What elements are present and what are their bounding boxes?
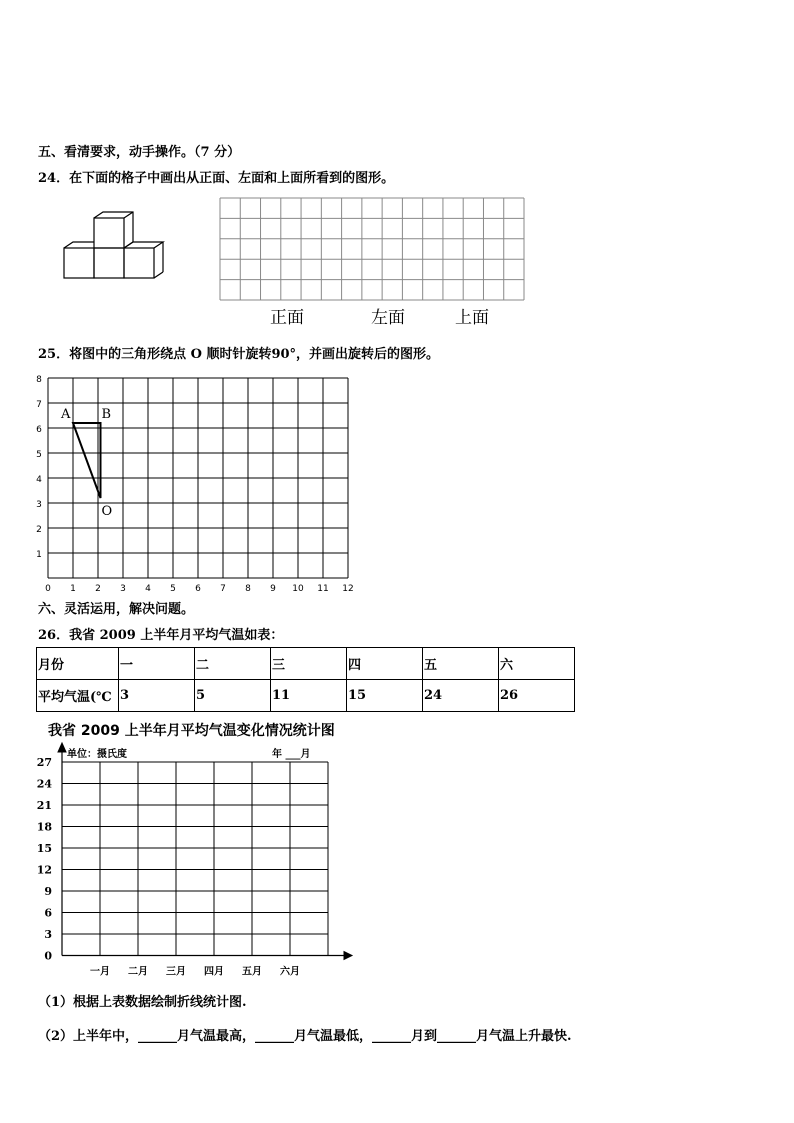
line-chart-grid — [30, 740, 360, 985]
chart-date: 年 ___月 — [272, 749, 311, 760]
table-cell: 3 — [119, 680, 195, 712]
table-cell: 三 — [271, 648, 347, 680]
view-grid — [219, 197, 525, 301]
x-tick-label: 4 — [145, 584, 151, 592]
table-row-temperature — [37, 680, 575, 712]
x-tick-label: 7 — [220, 584, 226, 592]
table-cell: 5 — [195, 680, 271, 712]
x-tick-label: 六月 — [280, 966, 300, 978]
temperature-table — [36, 647, 575, 712]
y-tick-label: 2 — [36, 525, 42, 535]
y-tick-label: 6 — [44, 906, 52, 920]
rotation-grid — [34, 372, 364, 592]
table-cell: 六 — [499, 648, 575, 680]
point-o-label: O — [101, 504, 113, 519]
sub-question-2: （2）上半年中，______月气温最高，______月气温最低，______月到______月气温上升最快. — [38, 1029, 572, 1044]
y-tick-label: 6 — [36, 425, 42, 435]
point-b-label: B — [101, 407, 112, 422]
x-axis-arrow — [344, 952, 352, 960]
cube-figure — [60, 210, 170, 285]
chart-unit: 单位：摄氏度 — [67, 749, 127, 760]
x-tick-label: 8 — [245, 584, 251, 592]
chart-title: 我省 2009 上半年月平均气温变化情况统计图 — [48, 723, 335, 739]
x-tick-label: 三月 — [166, 966, 186, 978]
y-tick-label: 0 — [44, 949, 52, 963]
question-25-text: 25．将图中的三角形绕点 O 顺时针旋转90°，并画出旋转后的图形。 — [38, 347, 440, 362]
section6-heading: 六、灵活运用，解决问题。 — [38, 602, 195, 617]
table-cell: 26 — [499, 680, 575, 712]
label-left: 左面 — [371, 308, 405, 328]
question-24-text: 24．在下面的格子中画出从正面、左面和上面所看到的图形。 — [38, 171, 395, 186]
y-tick-label: 3 — [44, 928, 52, 941]
sub-question-1: （1）根据上表数据绘制折线统计图. — [38, 995, 247, 1010]
x-tick-label: 四月 — [204, 966, 224, 978]
label-front: 正面 — [270, 308, 304, 328]
table-cell: 一 — [119, 648, 195, 680]
table-cell: 月份 — [37, 648, 119, 680]
y-tick-label: 4 — [36, 475, 42, 485]
y-tick-label: 27 — [36, 756, 52, 769]
section5-heading: 五、看清要求，动手操作。（7 分） — [38, 145, 241, 160]
x-tick-label: 1 — [70, 584, 76, 592]
table-cell: 五 — [423, 648, 499, 680]
y-tick-label: 7 — [36, 400, 42, 410]
x-tick-label: 2 — [95, 584, 101, 592]
x-tick-label: 五月 — [242, 966, 262, 978]
table-cell: 15 — [347, 680, 423, 712]
y-tick-label: 9 — [44, 885, 52, 898]
table-cell: 平均气温(℃ — [37, 680, 119, 712]
table-cell: 11 — [271, 680, 347, 712]
x-tick-label: 3 — [120, 584, 126, 592]
x-tick-label: 0 — [45, 584, 51, 592]
y-tick-label: 8 — [36, 375, 42, 385]
x-tick-label: 6 — [195, 584, 201, 592]
point-a-label: A — [61, 407, 71, 422]
label-top: 上面 — [455, 308, 489, 328]
y-tick-label: 5 — [36, 450, 42, 460]
table-row-month — [37, 648, 575, 680]
x-tick-label: 10 — [292, 584, 304, 592]
x-tick-label: 二月 — [128, 966, 148, 978]
x-tick-label: 5 — [170, 584, 176, 592]
question-26-text: 26．我省 2009 上半年月平均气温如表： — [38, 628, 284, 643]
x-tick-label: 9 — [270, 584, 276, 592]
x-tick-label: 12 — [342, 584, 354, 592]
y-tick-label: 1 — [36, 550, 42, 560]
y-tick-label: 18 — [36, 820, 52, 834]
y-axis-arrow — [58, 743, 66, 752]
table-cell: 24 — [423, 680, 499, 712]
y-tick-label: 15 — [36, 842, 52, 855]
table-cell: 二 — [195, 648, 271, 680]
y-tick-label: 12 — [36, 863, 52, 877]
y-tick-label: 3 — [36, 500, 42, 510]
y-tick-label: 24 — [36, 777, 52, 791]
x-tick-label: 一月 — [90, 966, 110, 978]
y-tick-label: 21 — [36, 799, 52, 812]
x-tick-label: 11 — [317, 584, 329, 592]
triangle-aob — [73, 423, 101, 498]
table-cell: 四 — [347, 648, 423, 680]
